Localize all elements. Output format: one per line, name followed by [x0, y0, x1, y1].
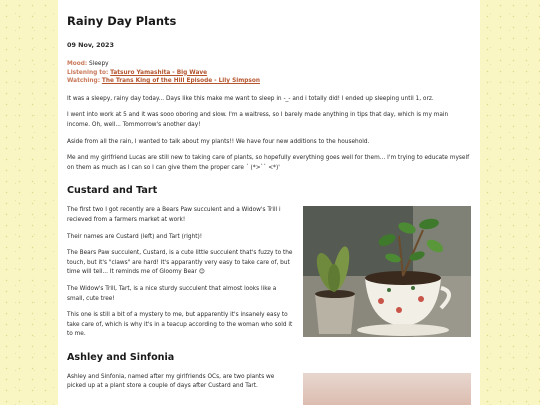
- section-heading-custard-tart: Custard and Tart: [67, 185, 158, 197]
- section-paragraph: The first two I got recently are a Bears Paw succulent and a Widow's Trill i recieved from a farmers market at work!: [67, 207, 281, 223]
- watching-link[interactable]: The Trans King of the Hill Episode - Lily Simpson: [101, 78, 260, 85]
- mood-value: Sleepy: [89, 61, 109, 67]
- mood-label: Mood:: [67, 61, 88, 67]
- section-paragraph: Ashley and Sinfonia, named after my girlfriends OCs, are two plants we picked up at a plant store a couple of days after Custard and Tart.: [67, 373, 275, 390]
- section-paragraph: This one is still a bit of a mystery to me, but apparently it's insanely easy to take care of, which is why it's in a teacup according to the woman who sold it to me.: [67, 312, 293, 338]
- watching-label: Watching:: [67, 78, 101, 85]
- intro-paragraph: It was a sleepy, rainy day today... Days like this make me want to sleep in -_- and i totally did! I ended up sleeping until 1, orz.: [67, 95, 434, 102]
- intro-paragraph: Aside from all the rain, I wanted to talk about my plants!! We have four new additions to the household.: [67, 138, 370, 145]
- mood-line: [67, 60, 471, 69]
- intro-paragraph: I went into work at 5 and it was sooo oboring and slow. I'm a waitress, so I barely made anything in tips that day, which is my main income. Oh, well... Tommorrow's another day!: [67, 112, 449, 128]
- post-date: 09 Nov, 2023: [67, 41, 114, 49]
- listening-line: [67, 69, 471, 78]
- intro-paragraph: Me and my girlfriend Lucas are still new to taking care of plants, so hopefully everything goes well for them... I'm trying to educate myself on them as much as I can so I can give them the proper care ´ (*>`` <*)': [67, 155, 470, 171]
- post-title: Rainy Day Plants: [67, 14, 177, 28]
- section-text-column: [67, 206, 293, 340]
- section-paragraph: The Widow's Trill, Tart, is a nice sturdy succulent that almost looks like a small, cute tree!: [67, 285, 277, 302]
- section-paragraph: Their names are Custard (left) and Tart (right)!: [67, 233, 203, 240]
- post-meta: [67, 60, 471, 86]
- section-custard-tart: [67, 206, 471, 340]
- blog-post-page: [58, 0, 480, 405]
- section-ashley-sinfonia: [67, 373, 471, 392]
- watching-line: [67, 77, 471, 86]
- plants-photo: [303, 206, 471, 337]
- plants-photo-graphic: [303, 206, 471, 337]
- post-content: [58, 0, 480, 392]
- section-paragraph: The Bears Paw succulent, Custard, is a cute little succulent that's fuzzy to the touch, but it's "claws" are hard! It's apparantly very easy to take care of, but time will tell... It reminds me of Gloomy Bear 😊: [67, 250, 293, 276]
- section-heading-ashley-sinfonia: Ashley and Sinfonia: [67, 351, 175, 363]
- section-text-column: [67, 373, 293, 392]
- plants-photo-2: [303, 373, 471, 405]
- listening-link[interactable]: Tatsuro Yamashita - Big Wave: [110, 69, 208, 76]
- listening-label: Listening to:: [67, 69, 109, 76]
